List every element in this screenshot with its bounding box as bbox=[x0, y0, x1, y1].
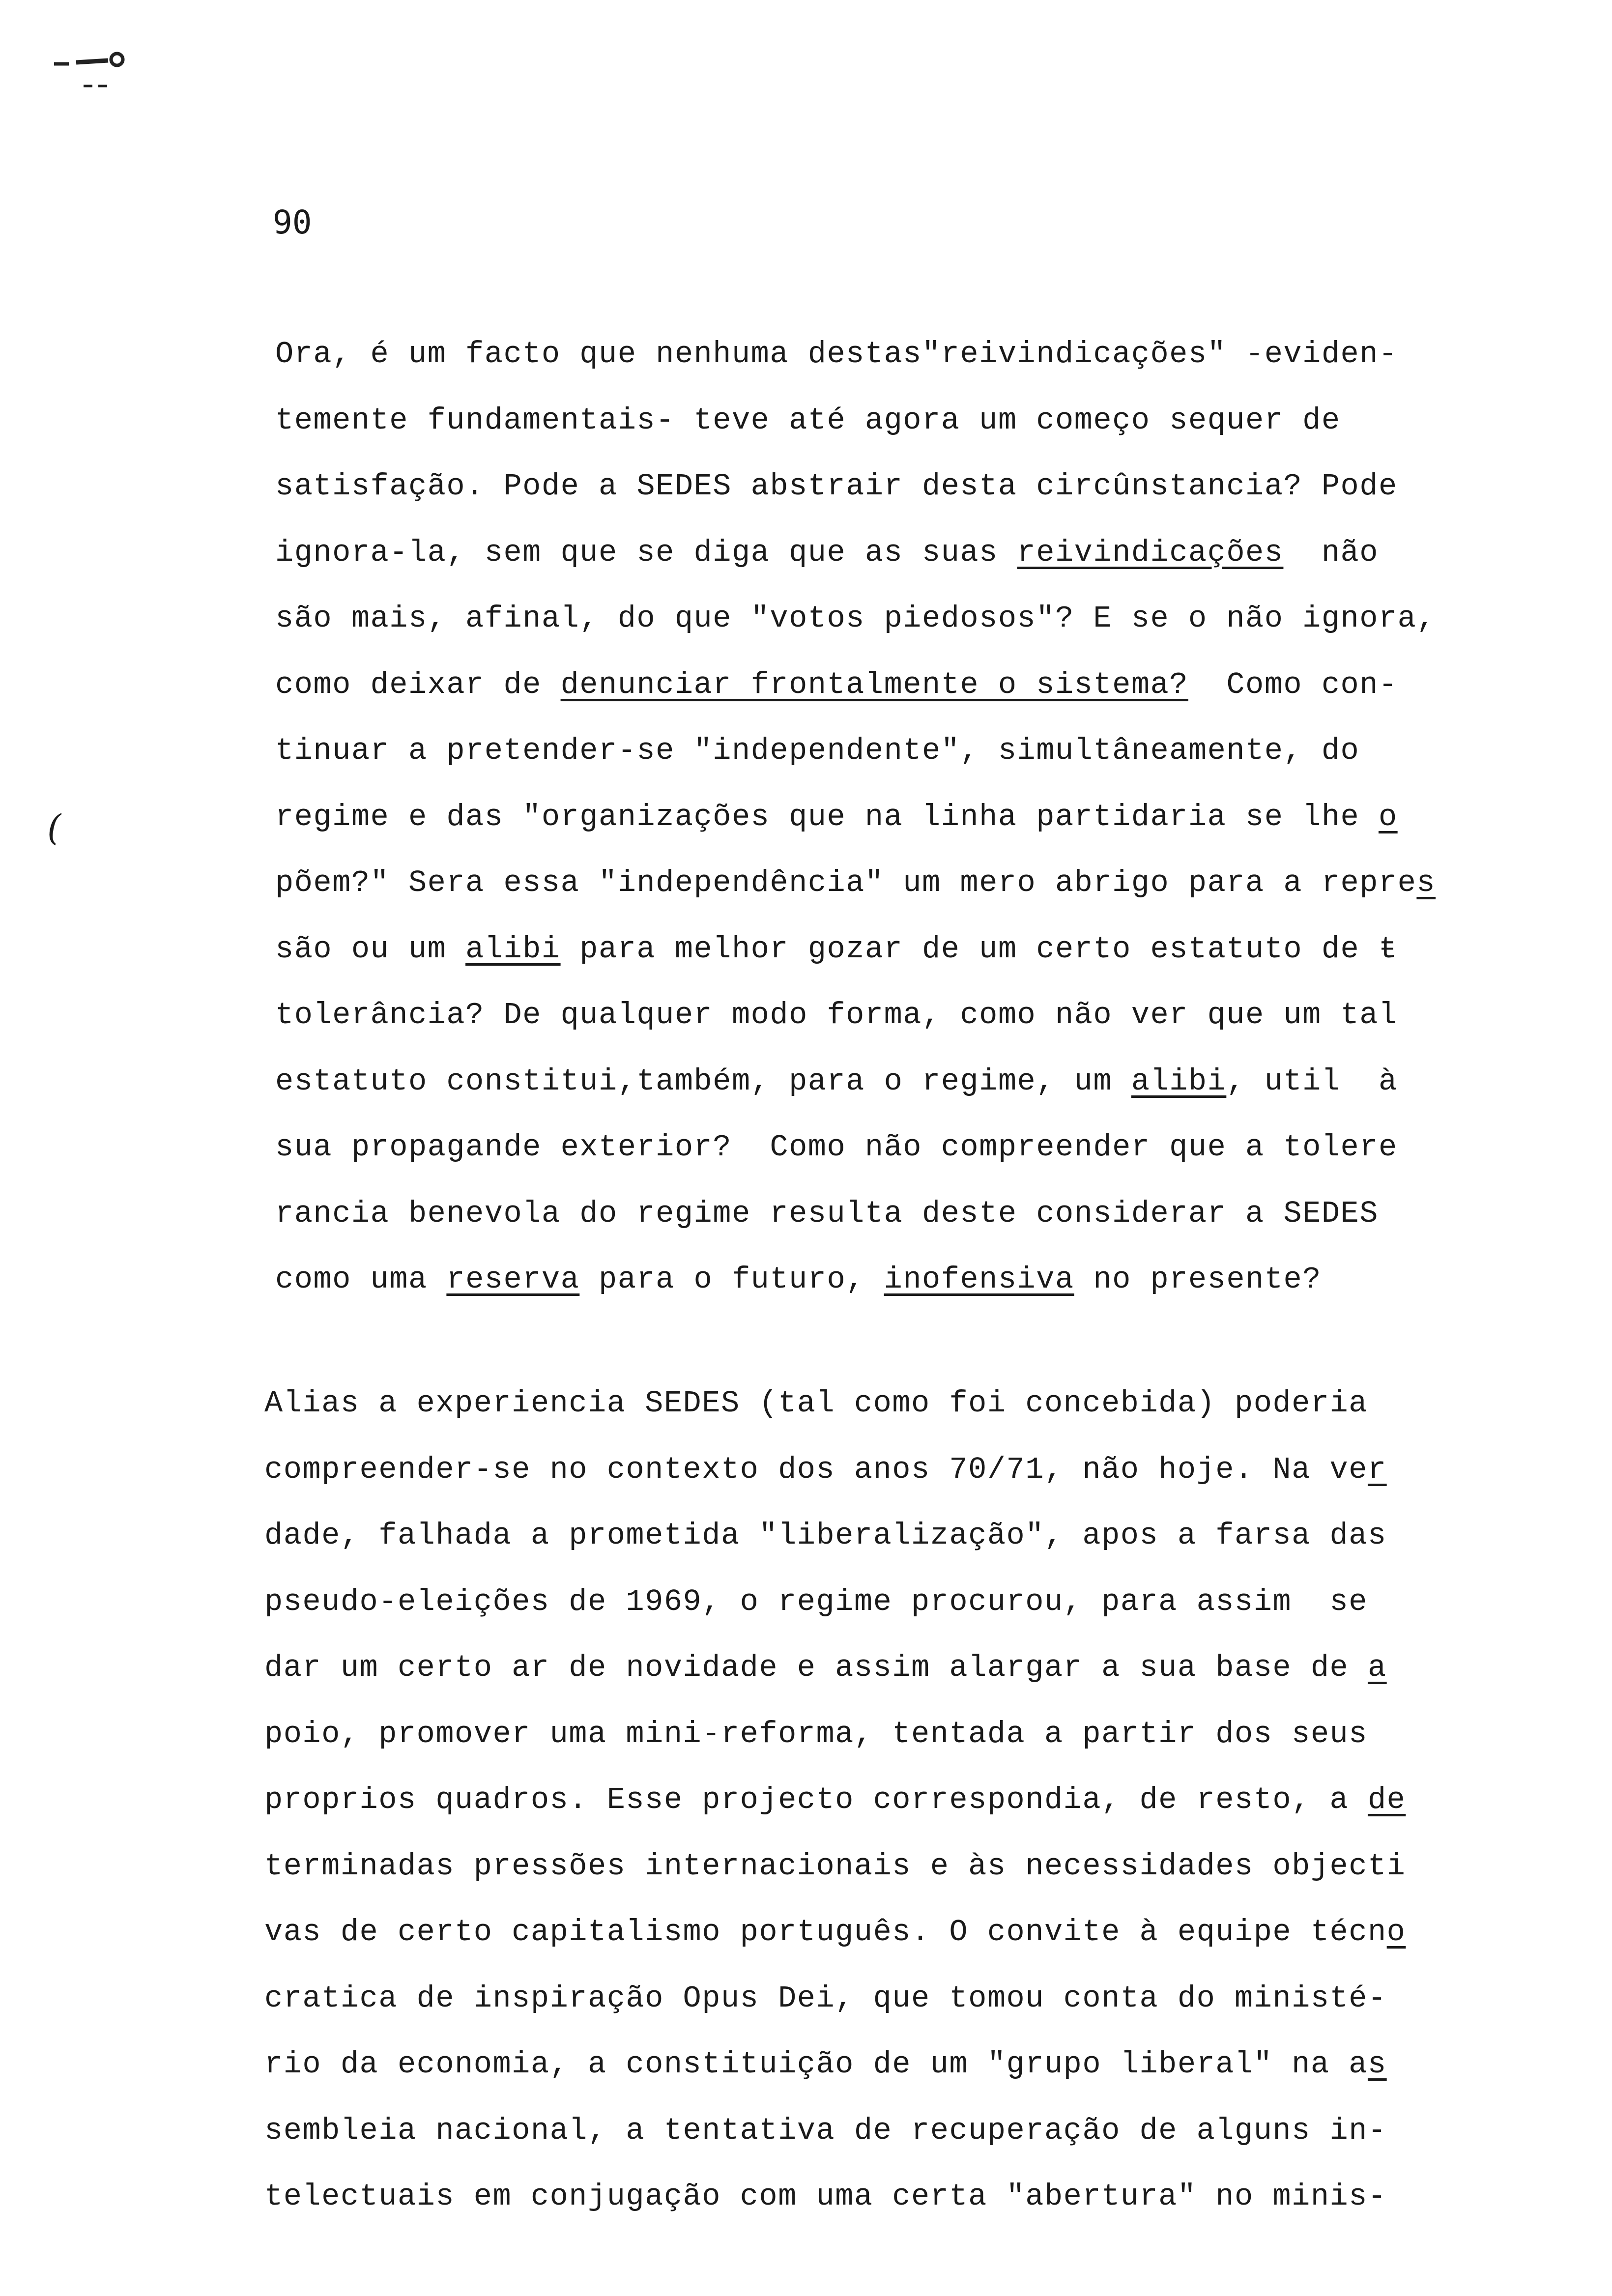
underlined-text: alibi bbox=[1131, 1064, 1227, 1099]
text-segment: tinuar a pretender-se "independente", simultâneamente, do bbox=[275, 733, 1360, 768]
text-line bbox=[275, 934, 1398, 965]
text-line bbox=[264, 1719, 1368, 1750]
text-line bbox=[275, 802, 1398, 832]
text-segment: cratica de inspiração Opus Dei, que tomou conta do ministé- bbox=[264, 1981, 1387, 2016]
text-segment: terminadas pressões internacionais e às necessidades objecti bbox=[264, 1849, 1406, 1884]
text-line bbox=[275, 603, 1436, 634]
text-segment: Como con- bbox=[1188, 667, 1398, 702]
text-line bbox=[275, 1132, 1398, 1163]
text-line bbox=[264, 1917, 1406, 1948]
text-line bbox=[264, 2181, 1387, 2212]
stamp-mark-icon bbox=[49, 47, 138, 101]
text-line bbox=[275, 471, 1398, 502]
text-line bbox=[275, 339, 1398, 370]
text-line bbox=[264, 1518, 1387, 1553]
text-segment: compreender-se no contexto dos anos 70/71, não hoje. Na ve bbox=[264, 1452, 1368, 1487]
text-line bbox=[275, 1196, 1379, 1231]
underlined-text: o bbox=[1378, 800, 1398, 834]
text-segment: vas de certo capitalismo português. O convite à equipe técn bbox=[264, 1915, 1387, 1950]
text-line bbox=[264, 1782, 1406, 1817]
text-line bbox=[264, 2049, 1387, 2080]
text-segment: temente fundamentais- teve até agora um começo sequer de bbox=[275, 403, 1341, 438]
text-segment: são mais, afinal, do que "votos piedosos"? E se o não ignora, bbox=[275, 601, 1436, 636]
underlined-text: a bbox=[1367, 1650, 1387, 1685]
text-segment: para o futuro, bbox=[579, 1262, 884, 1297]
text-segment: ignora-la, sem que se diga que as suas bbox=[275, 535, 1017, 570]
text-line bbox=[275, 865, 1436, 900]
text-line bbox=[275, 667, 1398, 702]
text-segment: no presente? bbox=[1074, 1262, 1322, 1297]
underlined-text: reivindicações bbox=[1017, 535, 1284, 570]
underlined-text: r bbox=[1367, 1452, 1387, 1487]
text-line bbox=[264, 1584, 1368, 1619]
text-segment: telectuais em conjugação com uma certa "abertura" no minis- bbox=[264, 2179, 1387, 2214]
underlined-text: inofensiva bbox=[884, 1262, 1074, 1297]
text-line bbox=[275, 1000, 1398, 1031]
text-line bbox=[275, 1066, 1398, 1097]
text-segment: regime e das "organizações que na linha partidaria se lhe bbox=[275, 800, 1379, 834]
text-line bbox=[264, 1983, 1387, 2014]
underlined-text: s bbox=[1367, 2047, 1387, 2082]
text-line bbox=[264, 1650, 1387, 1685]
text-segment: dar um certo ar de novidade e assim alargar a sua base de bbox=[264, 1650, 1368, 1685]
text-segment: , util à bbox=[1226, 1064, 1398, 1099]
underlined-text: alibi bbox=[465, 932, 561, 967]
text-segment: sua propagande exterior? Como não compreender que a tolere bbox=[275, 1130, 1398, 1165]
margin-mark: ( bbox=[47, 807, 61, 848]
underlined-text: reserva bbox=[446, 1262, 580, 1297]
text-segment: como uma bbox=[275, 1262, 447, 1297]
text-segment: dade, falhada a prometida "liberalização", apos a farsa das bbox=[264, 1518, 1387, 1553]
underlined-text: de bbox=[1367, 1782, 1406, 1817]
underlined-text: denunciar frontalmente o sistema? bbox=[560, 667, 1188, 702]
text-line bbox=[264, 1851, 1406, 1882]
text-line bbox=[264, 2113, 1387, 2148]
text-segment: para melhor gozar de um certo estatuto de ŧ bbox=[560, 932, 1398, 967]
text-segment: são ou um bbox=[275, 932, 466, 967]
underlined-text: o bbox=[1386, 1915, 1406, 1950]
text-segment: rancia benevola do regime resulta deste considerar a SEDES bbox=[275, 1196, 1379, 1231]
text-line bbox=[275, 405, 1341, 436]
text-segment: como deixar de bbox=[275, 667, 561, 702]
text-segment: Alias a experiencia SEDES (tal como foi concebida) poderia bbox=[264, 1386, 1368, 1421]
text-segment: poio, promover uma mini-reforma, tentada a partir dos seus bbox=[264, 1717, 1368, 1751]
text-line bbox=[275, 1264, 1322, 1295]
text-segment: proprios quadros. Esse projecto correspondia, de resto, a bbox=[264, 1782, 1368, 1817]
text-line bbox=[264, 1452, 1387, 1487]
text-segment: satisfação. Pode a SEDES abstrair desta circûnstancia? Pode bbox=[275, 469, 1398, 504]
text-line bbox=[264, 1388, 1368, 1419]
text-line bbox=[275, 535, 1379, 570]
page-number: 90 bbox=[273, 203, 312, 241]
text-segment: sembleia nacional, a tentativa de recuperação de alguns in- bbox=[264, 2113, 1387, 2148]
text-segment: estatuto constitui,também, para o regime, um bbox=[275, 1064, 1131, 1099]
text-segment: Ora, é um facto que nenhuma destas"reivindicações" -eviden- bbox=[275, 337, 1398, 372]
text-segment: pseudo-eleições de 1969, o regime procurou, para assim se bbox=[264, 1584, 1368, 1619]
underlined-text: s bbox=[1416, 865, 1436, 900]
text-segment: não bbox=[1283, 535, 1379, 570]
text-segment: tolerância? De qualquer modo forma, como não ver que um tal bbox=[275, 998, 1398, 1033]
text-segment: rio da economia, a constituição de um "grupo liberal" na a bbox=[264, 2047, 1368, 2082]
text-segment: põem?" Sera essa "independência" um mero abrigo para a repre bbox=[275, 865, 1417, 900]
text-line bbox=[275, 733, 1360, 768]
